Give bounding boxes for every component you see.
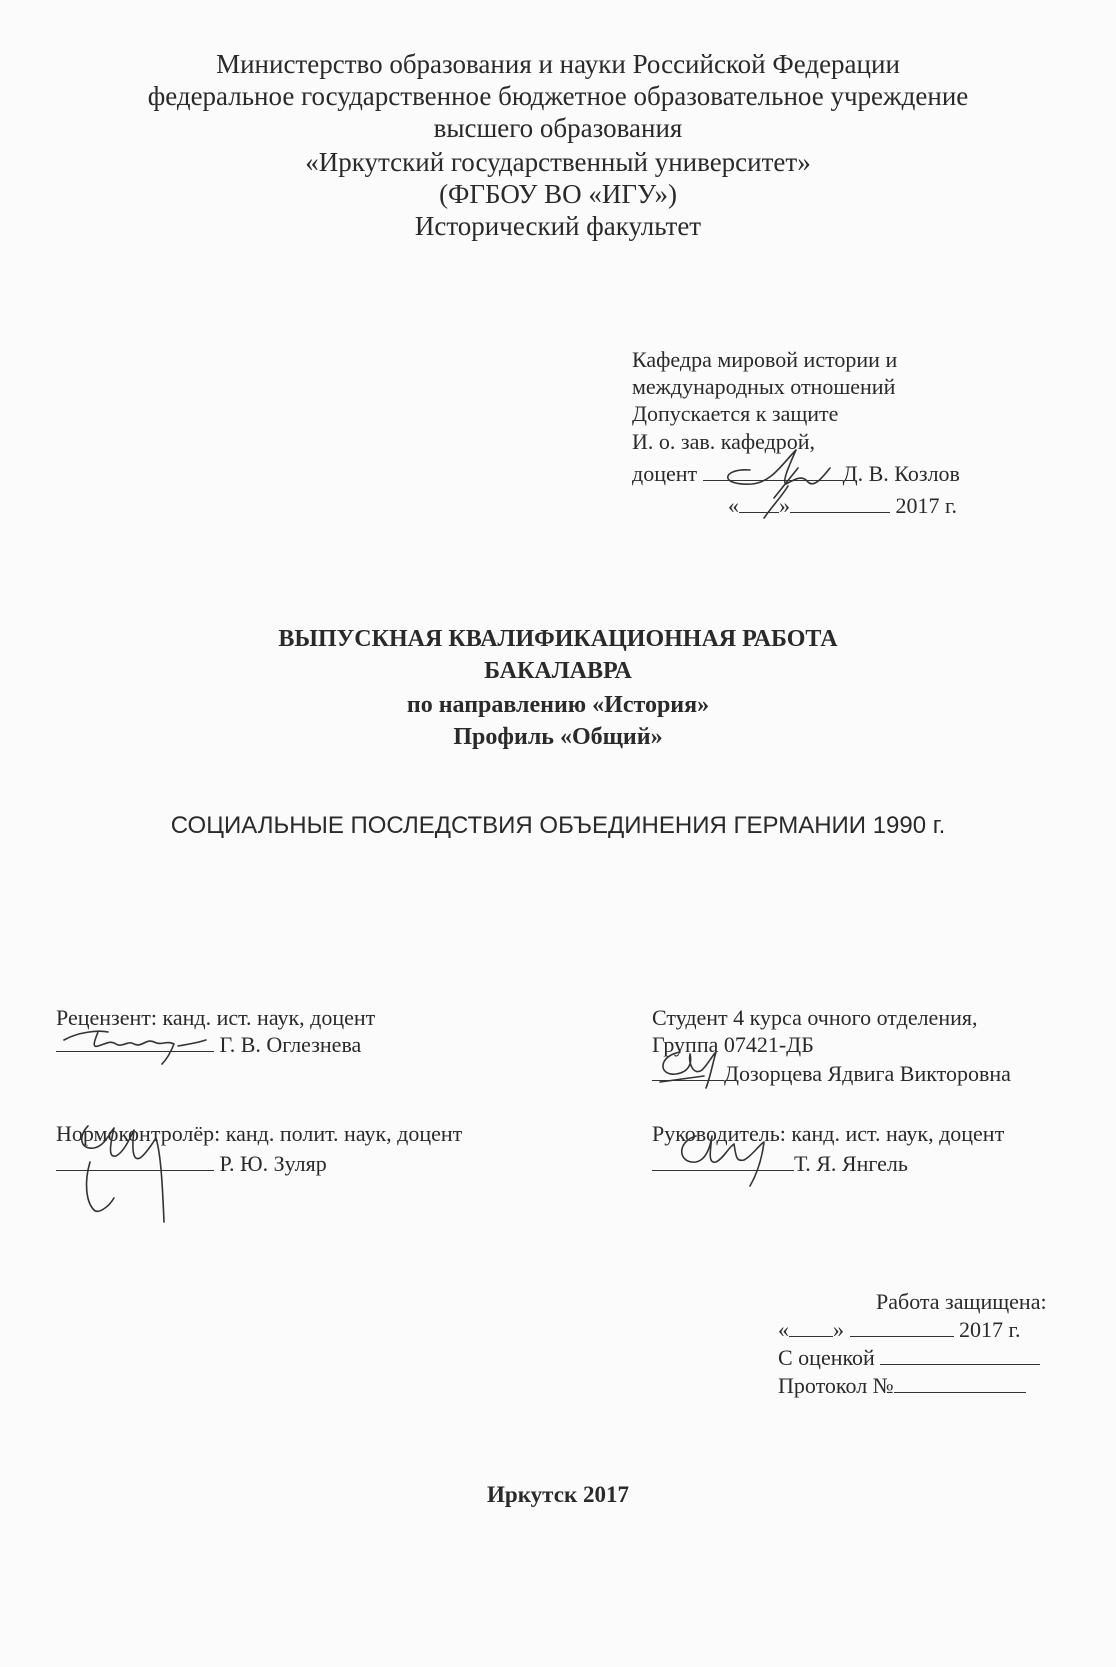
reviewer-name: Г. В. Оглезнева	[219, 1032, 362, 1057]
institution-line: федеральное государственное бюджетное образовательное учреждение	[147, 81, 969, 111]
approval-year: 2017 г.	[895, 493, 958, 518]
defense-year: 2017 г.	[959, 1317, 1021, 1342]
reviewer-underline	[56, 1031, 214, 1052]
reviewer-label: Рецензент: канд. ист. наук, доцент	[56, 1005, 376, 1030]
defense-day-underline	[789, 1316, 833, 1337]
normcontrol-sign-line	[56, 1150, 327, 1177]
normcontrol-name: Р. Ю. Зуляр	[219, 1151, 327, 1176]
university-line: «Иркутский государственный университет»	[305, 147, 811, 177]
ministry-line: Министерство образования и науки Российской Федерации	[216, 49, 900, 79]
faculty-line: Исторический факультет	[414, 211, 702, 241]
grade-underline	[880, 1344, 1040, 1365]
dept-line-2: международных отношений	[632, 374, 896, 399]
student-underline	[652, 1060, 724, 1081]
supervisor-underline	[652, 1150, 794, 1171]
approval-date-line	[728, 492, 957, 519]
month-underline	[790, 492, 890, 513]
title-line-3: по направлению «История»	[406, 692, 710, 718]
student-name: Дозорцева Ядвига Викторовна	[724, 1061, 1011, 1086]
defense-grade-label: С оценкой	[778, 1345, 875, 1370]
education-line: высшего образования	[433, 113, 683, 143]
supervisor-sign-line	[652, 1150, 908, 1177]
normcontrol-underline	[56, 1150, 214, 1171]
admitted-line: Допускается к защите	[632, 401, 839, 426]
head-line: И. о. зав. кафедрой,	[632, 429, 816, 454]
defense-protocol-line	[778, 1372, 1026, 1399]
dept-line-1: Кафедра мировой истории и	[632, 347, 898, 372]
title-line-1: ВЫПУСКНАЯ КВАЛИФИКАЦИОННАЯ РАБОТА	[278, 626, 838, 652]
student-sign-line	[652, 1060, 1011, 1087]
defense-date-line	[778, 1316, 1021, 1343]
defense-label: Работа защищена:	[876, 1289, 1047, 1314]
supervisor-label: Руководитель: канд. ист. наук, доцент	[652, 1121, 1005, 1146]
defense-grade-line	[778, 1344, 1040, 1371]
defense-quote-open: «	[778, 1317, 789, 1342]
defense-quote-close: »	[833, 1317, 844, 1342]
protocol-underline	[894, 1372, 1026, 1393]
student-label: Студент 4 курса очного отделения,	[652, 1005, 978, 1030]
normcontrol-label: Нормоконтролёр: канд. полит. наук, доцент	[56, 1121, 463, 1146]
title-line-2: БАКАЛАВРА	[484, 658, 632, 684]
day-underline	[739, 492, 779, 513]
head-position: доцент	[632, 461, 698, 486]
quote-close: »	[779, 493, 790, 518]
signature-underline	[703, 460, 843, 481]
city-year: Иркутск 2017	[487, 1482, 629, 1507]
title-line-4: Профиль «Общий»	[453, 724, 663, 750]
student-group: Группа 07421-ДБ	[652, 1032, 814, 1057]
thesis-topic: СОЦИАЛЬНЫЕ ПОСЛЕДСТВИЯ ОБЪЕДИНЕНИЯ ГЕРМАНИИ 1990 г.	[170, 812, 946, 839]
defense-month-underline	[850, 1316, 954, 1337]
reviewer-sign-line	[56, 1031, 361, 1058]
head-signature-line	[632, 460, 960, 487]
supervisor-name: Т. Я. Янгель	[794, 1151, 908, 1176]
head-name: Д. В. Козлов	[842, 461, 960, 486]
abbr-line: (ФГБОУ ВО «ИГУ»)	[439, 179, 677, 209]
quote-open: «	[728, 493, 739, 518]
defense-protocol-label: Протокол №	[778, 1373, 894, 1398]
